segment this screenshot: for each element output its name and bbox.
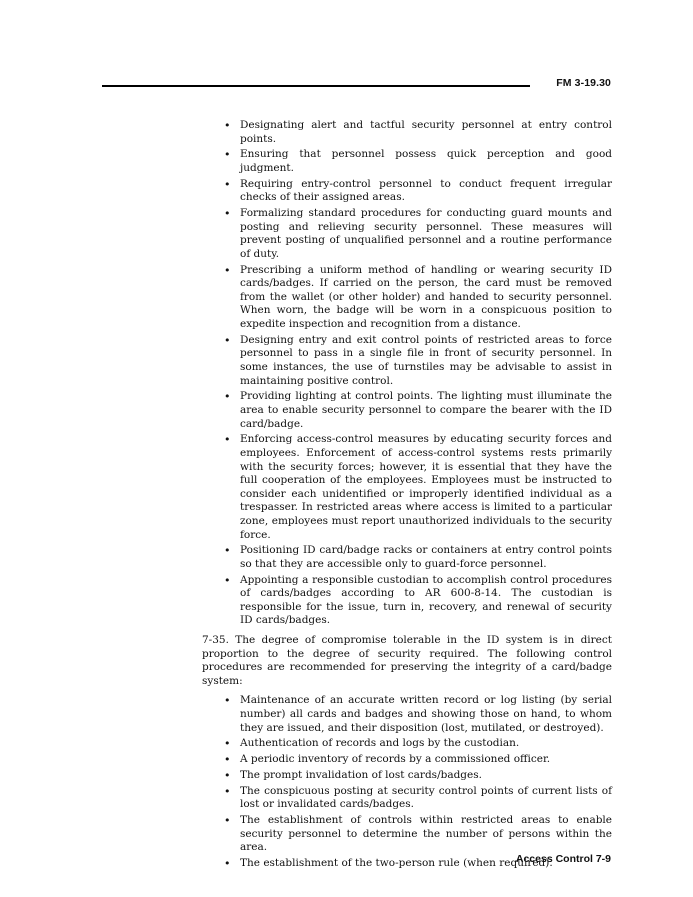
list-item: • Providing lighting at control points. The lighting must illuminate the area to enable security personnel to compare the bearer with the ID card/badge. [202,390,612,431]
card-badge-integrity-list [202,694,612,870]
access-control-measures-list [202,119,612,628]
list-item: • Authentication of records and logs by the custodian. [202,737,612,751]
list-item: • A periodic inventory of records by a commissioned officer. [202,753,612,767]
list-item: • Enforcing access-control measures by educating security forces and employees. Enforcement of access-control systems rests primarily with the security forces; however, it is essential that they have the full cooperation of the employees. Employees must be instructed to consider each unidentified or improperly identified individual as a trespasser. In restricted areas where access is limited to a particular zone, employees must report unauthorized individuals to the security force. [202,433,612,542]
list-item: • Prescribing a uniform method of handling or wearing security ID cards/badges. If carried on the person, the card must be removed from the wallet (or other holder) and handed to security personnel. When worn, the badge will be worn in a conspicuous position to expedite inspection and recognition from a distance. [202,264,612,332]
list-item: • Ensuring that personnel possess quick perception and good judgment. [202,148,612,175]
list-item: • Appointing a responsible custodian to accomplish control procedures of cards/badges according to AR 600-8-14. The custodian is responsible for the issue, turn in, recovery, and renewal of security ID cards/badges. [202,574,612,628]
list-item: • The establishment of the two-person rule (when required). [202,857,612,871]
list-item: • The establishment of controls within restricted areas to enable security personnel to determine the number of persons within the area. [202,814,612,855]
list-item: • The prompt invalidation of lost cards/badges. [202,769,612,783]
header-rule [102,85,530,87]
paragraph-7-35: 7-35. The degree of compromise tolerable in the ID system is in direct proportion to the degree of security required. The following control procedures are recommended for preserving the integrity of a card/badge system: [202,634,612,687]
document-id: FM 3-19.30 [556,77,611,89]
list-item: • Maintenance of an accurate written record or log listing (by serial number) all cards and badges and showing those on hand, to whom they are issued, and their disposition (lost, mutilated, or destroyed). [202,694,612,735]
page-footer: Access Control 7-9 [515,853,611,865]
list-item: • Requiring entry-control personnel to conduct frequent irregular checks of their assigned areas. [202,178,612,205]
list-item: • The conspicuous posting at security control points of current lists of lost or invalidated cards/badges. [202,785,612,812]
list-item: • Positioning ID card/badge racks or containers at entry control points so that they are accessible only to guard-force personnel. [202,544,612,571]
list-item: • Designating alert and tactful security personnel at entry control points. [202,119,612,146]
list-item: • Formalizing standard procedures for conducting guard mounts and posting and relieving security personnel. These measures will prevent posting of unqualified personnel and a routine performance of duty. [202,207,612,261]
page-body [202,119,612,873]
list-item: • Designing entry and exit control points of restricted areas to force personnel to pass in a single file in front of security personnel. In some instances, the use of turnstiles may be advisable to assist in maintaining positive control. [202,334,612,388]
